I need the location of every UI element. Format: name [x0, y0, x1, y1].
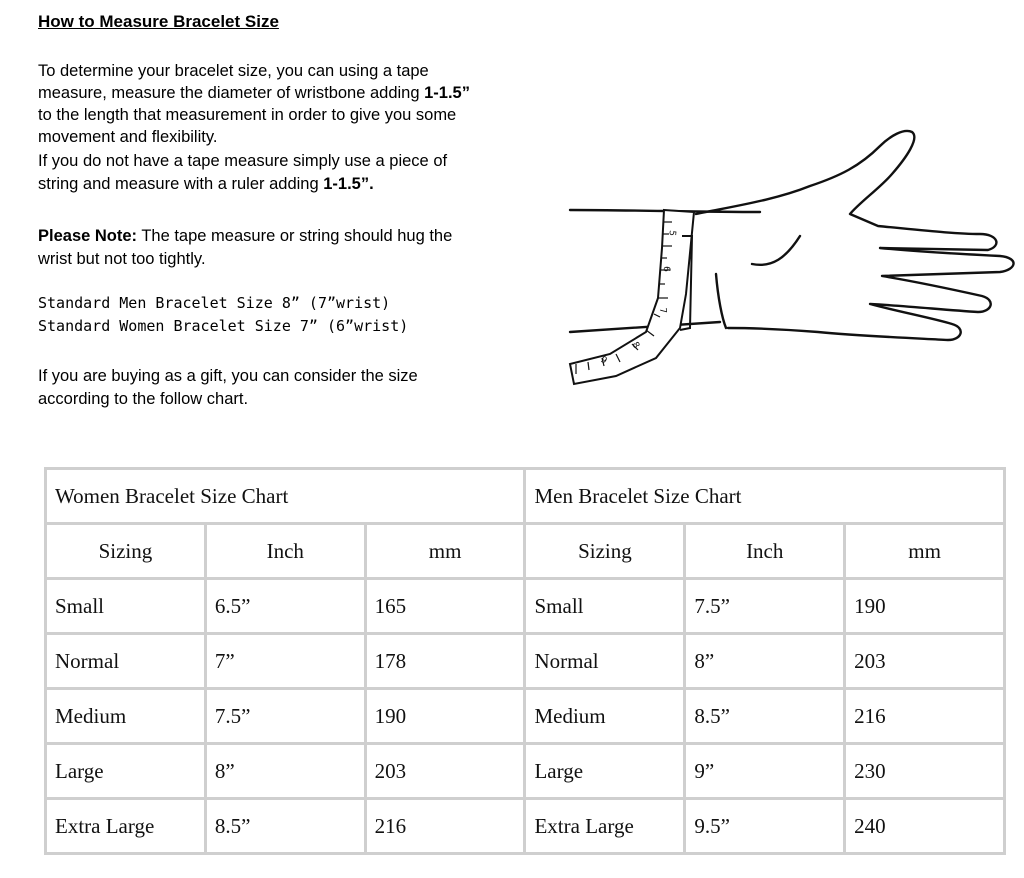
wrist-measure-illustration	[560, 118, 1024, 398]
standard-women-size: Standard Women Bracelet Size 7” (6”wrist)	[38, 317, 409, 335]
tape-mark-9: 9	[598, 354, 609, 367]
intro-line-1: To determine your bracelet size, you can using a tape	[38, 62, 429, 80]
tape-mark-7: 7	[657, 307, 668, 315]
table-row	[46, 634, 1005, 689]
men-inch-cell: 9”	[685, 744, 845, 799]
women-size-cell: Medium	[46, 689, 206, 744]
men-header-inch: Inch	[685, 524, 845, 579]
men-size-cell: Extra Large	[525, 799, 685, 854]
intro-line-6-text: string and measure with a ruler adding	[38, 175, 324, 193]
men-inch-cell: 9.5”	[685, 799, 845, 854]
intro-line-2-text: measure, measure the diameter of wristbone adding	[38, 84, 425, 102]
men-mm-cell: 230	[845, 744, 1005, 799]
women-mm-cell: 190	[365, 689, 525, 744]
table-row	[46, 799, 1005, 854]
women-size-cell: Extra Large	[46, 799, 206, 854]
women-header-inch: Inch	[205, 524, 365, 579]
bracelet-size-chart	[44, 467, 1006, 855]
women-inch-cell: 7”	[205, 634, 365, 689]
men-header-mm: mm	[845, 524, 1005, 579]
men-size-cell: Large	[525, 744, 685, 799]
women-mm-cell: 203	[365, 744, 525, 799]
men-mm-cell: 203	[845, 634, 1005, 689]
tape-mark-6: 6	[660, 265, 671, 272]
men-header-sizing: Sizing	[525, 524, 685, 579]
men-size-cell: Medium	[525, 689, 685, 744]
chart-header-row	[46, 524, 1005, 579]
women-inch-cell: 8”	[205, 744, 365, 799]
note-line-2: wrist but not too tightly.	[38, 250, 206, 268]
page-title: How to Measure Bracelet Size	[38, 12, 279, 31]
women-size-cell: Small	[46, 579, 206, 634]
women-mm-cell: 178	[365, 634, 525, 689]
intro-line-3: to the length that measurement in order to give you some	[38, 106, 457, 124]
hand-outline	[696, 131, 1014, 340]
men-inch-cell: 7.5”	[685, 579, 845, 634]
table-row	[46, 689, 1005, 744]
note-text: The tape measure or string should hug the	[137, 227, 453, 245]
table-row	[46, 744, 1005, 799]
women-header-sizing: Sizing	[46, 524, 206, 579]
note-line-1	[38, 225, 452, 247]
women-inch-cell: 8.5”	[205, 799, 365, 854]
intro-line-4: movement and flexibility.	[38, 128, 218, 146]
men-chart-title: Men Bracelet Size Chart	[525, 469, 1005, 524]
gift-line-1: If you are buying as a gift, you can consider the size	[38, 367, 418, 385]
men-mm-cell: 190	[845, 579, 1005, 634]
men-size-cell: Normal	[525, 634, 685, 689]
gift-line-2: according to the follow chart.	[38, 390, 249, 408]
note-label: Please Note:	[38, 227, 138, 245]
men-mm-cell: 216	[845, 689, 1005, 744]
women-size-cell: Normal	[46, 634, 206, 689]
thumb-base	[716, 274, 726, 328]
intro-line-2	[38, 82, 470, 104]
women-header-mm: mm	[365, 524, 525, 579]
chart-title-row	[46, 469, 1005, 524]
arm-lower-outline	[570, 322, 720, 332]
intro-line-2-bold: 1-1.5”	[424, 84, 470, 102]
women-mm-cell: 216	[365, 799, 525, 854]
palm-line	[752, 236, 800, 265]
women-size-cell: Large	[46, 744, 206, 799]
standard-men-size: Standard Men Bracelet Size 8” (7”wrist)	[38, 294, 391, 312]
women-mm-cell: 165	[365, 579, 525, 634]
men-inch-cell: 8”	[685, 634, 845, 689]
table-row	[46, 579, 1005, 634]
men-size-cell: Small	[525, 579, 685, 634]
intro-line-6	[38, 173, 374, 195]
men-inch-cell: 8.5”	[685, 689, 845, 744]
women-inch-cell: 6.5”	[205, 579, 365, 634]
women-inch-cell: 7.5”	[205, 689, 365, 744]
women-chart-title: Women Bracelet Size Chart	[46, 469, 525, 524]
intro-line-6-bold: 1-1.5”.	[323, 175, 374, 193]
men-mm-cell: 240	[845, 799, 1005, 854]
intro-line-5: If you do not have a tape measure simply use a piece of	[38, 152, 448, 170]
tape-mark-8: 8	[629, 340, 641, 351]
tape-mark-5: 5	[666, 229, 677, 237]
